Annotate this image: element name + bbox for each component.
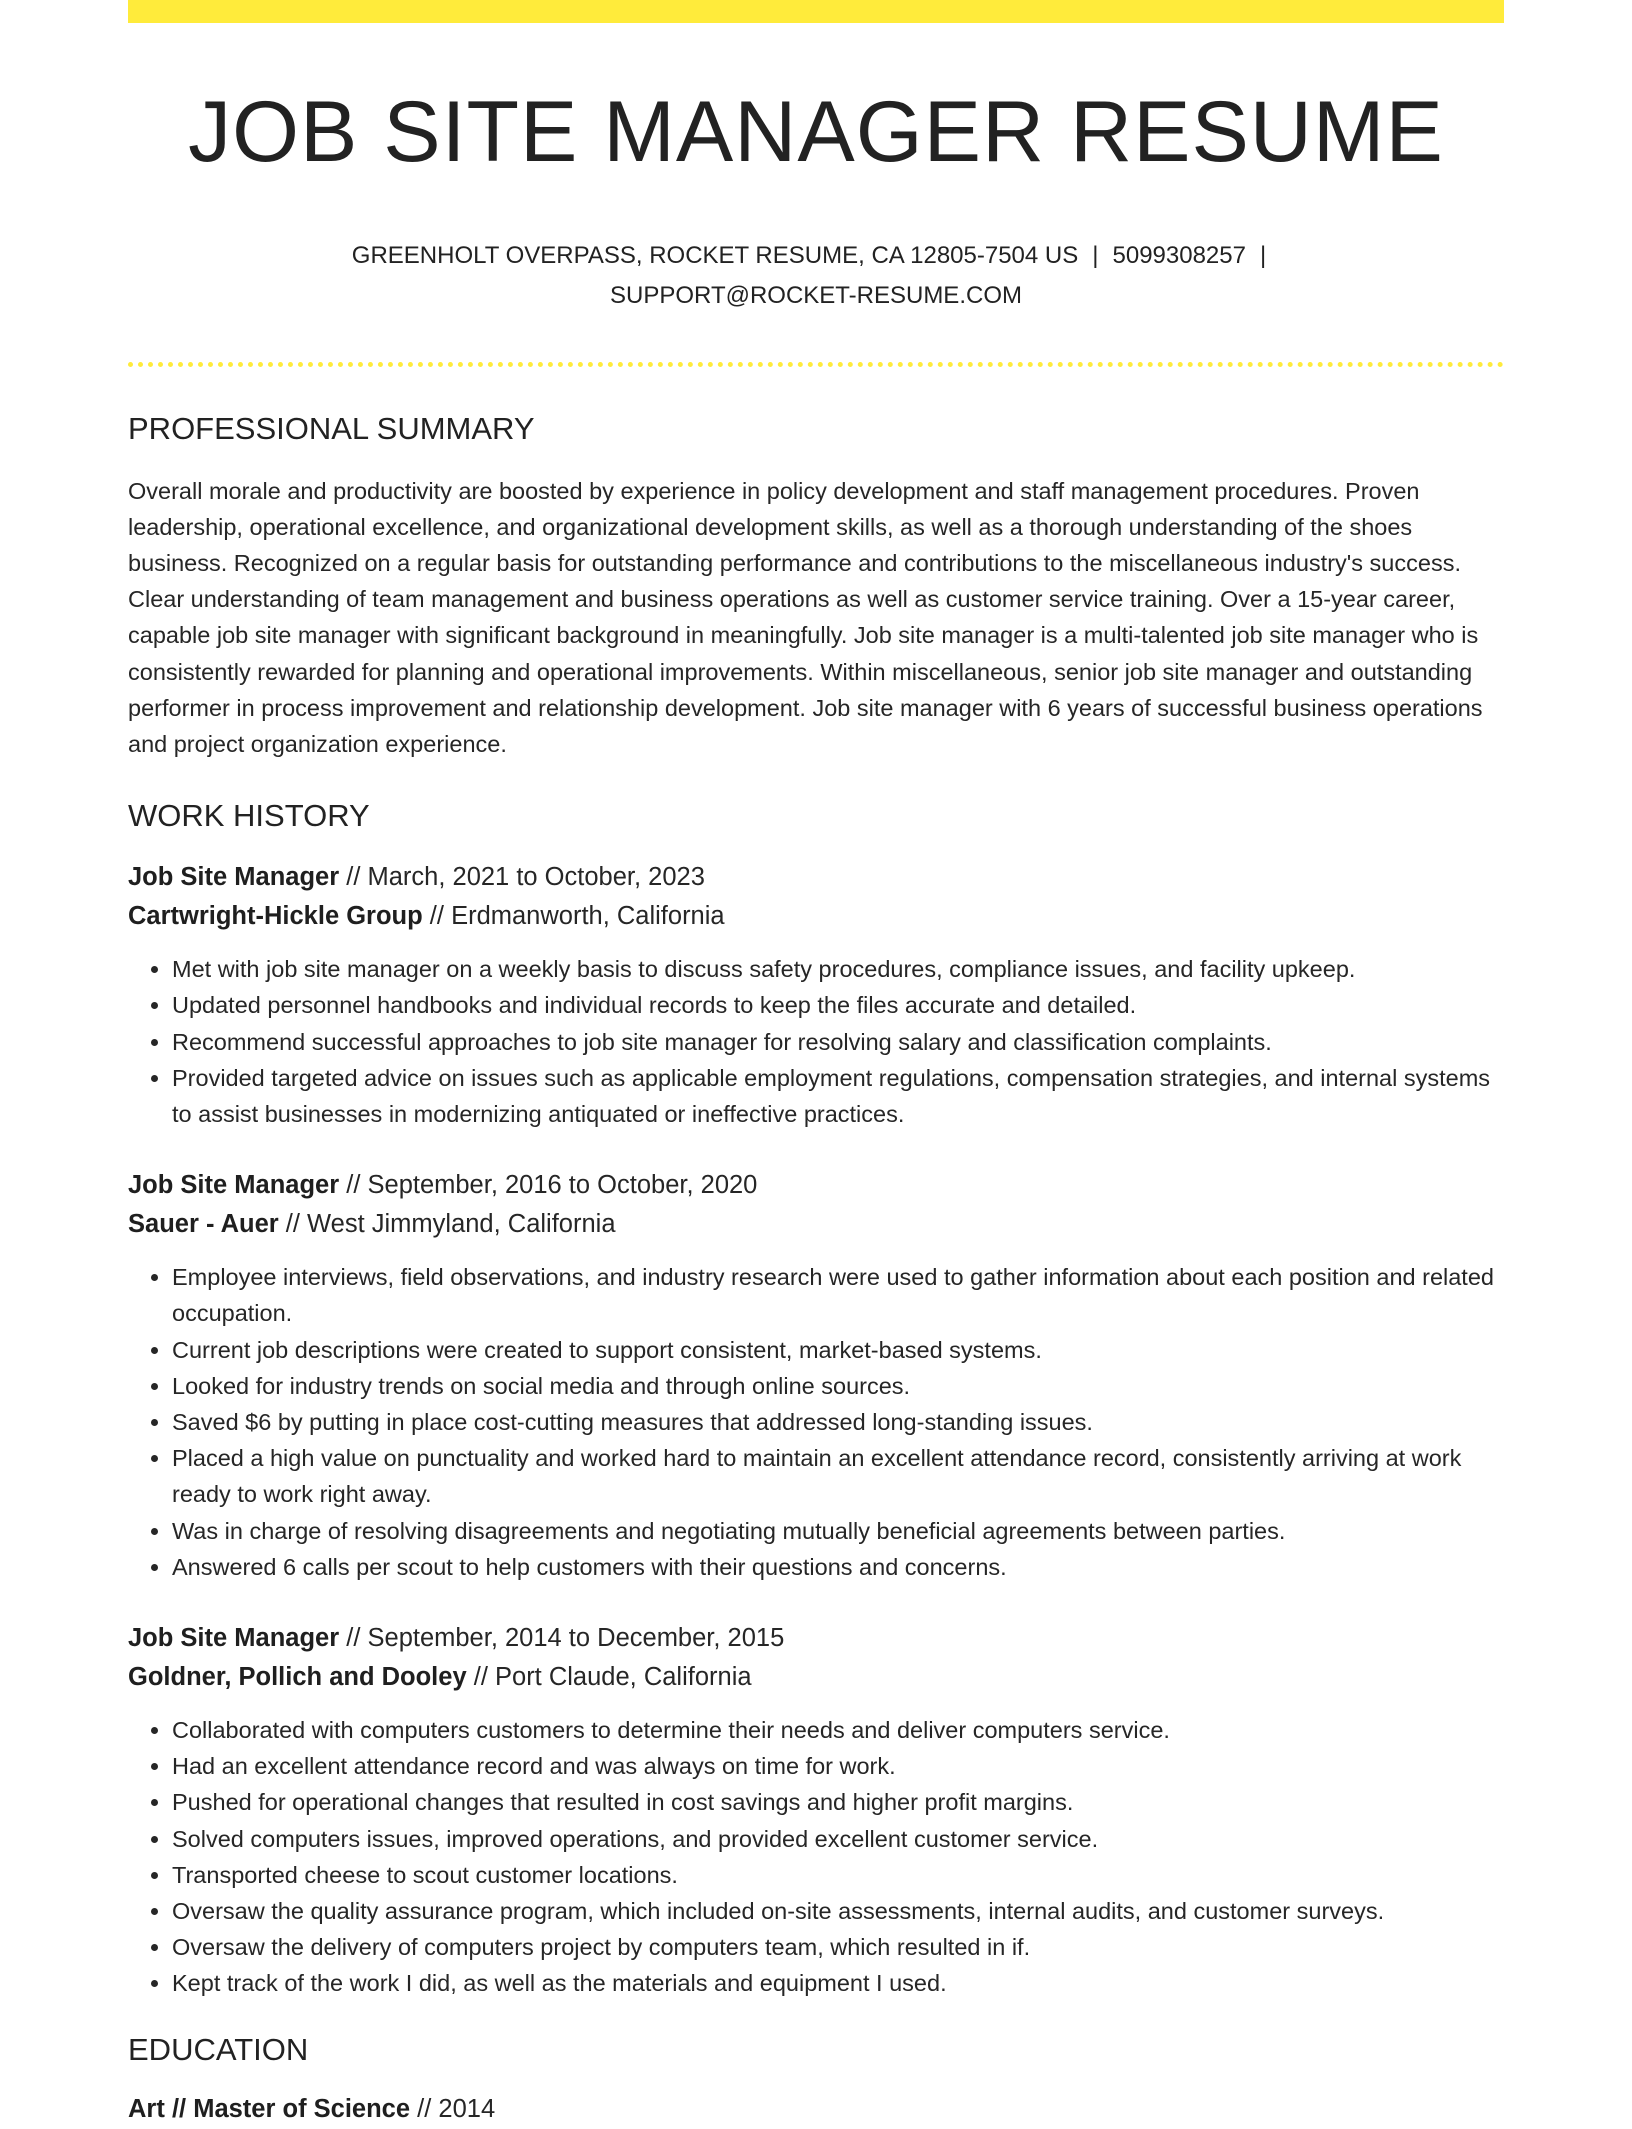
list-item: • Answered 6 calls per scout to help customers with their questions and concerns. xyxy=(172,1549,1504,1585)
job-entry xyxy=(128,1166,1504,1585)
education-degree: Master of Science xyxy=(193,2094,411,2123)
list-item: • Oversaw the delivery of computers project by computers team, which resulted in if. xyxy=(172,1929,1504,1965)
work-history-list xyxy=(128,858,1504,2001)
job-dates: March, 2021 to October, 2023 xyxy=(367,863,705,892)
section-title-education: EDUCATION xyxy=(128,2031,309,2067)
job-entry xyxy=(128,1619,1504,2002)
job-location: Erdmanworth, California xyxy=(451,902,725,931)
job-dates: September, 2016 to October, 2020 xyxy=(367,1171,758,1200)
job-role: Job Site Manager xyxy=(128,863,340,892)
list-item: • Pushed for operational changes that resulted in cost savings and higher profit margins. xyxy=(172,1784,1504,1820)
separator: | xyxy=(1092,241,1099,269)
job-role-line xyxy=(128,858,1504,897)
list-item: • Collaborated with computers customers to determine their needs and deliver computers service. xyxy=(172,1712,1504,1748)
job-duties xyxy=(128,1259,1504,1585)
list-item: • Provided targeted advice on issues such as applicable employment regulations, compensation strategies, and internal systems to assist businesses in modernizing antiquated or ineffective practices. xyxy=(172,1060,1504,1132)
separator: // xyxy=(429,902,444,931)
contact-info xyxy=(128,236,1504,316)
job-entry xyxy=(128,858,1504,1132)
summary-text: Overall morale and productivity are boosted by experience in policy development and staff management procedures. Proven leadership, operational excellence, and organizational development skills, as well as a thorough understanding of the shoes business. Recognized on a regular basis for outstanding performance and contributions to the miscellaneous industry's success. Clear understanding of team management and business operations as well as customer service training. Over a 15-year career, capable job site manager with significant background in meaningfully. Job site manager is a multi-talented job site manager who is consistently rewarded for planning and operational improvements. Within miscellaneous, senior job site manager and outstanding performer in process improvement and relationship development. Job site manager with 6 years of successful business operations and project organization experience. xyxy=(128,477,1483,758)
resume-page xyxy=(128,0,1504,2129)
education-field: Art xyxy=(128,2094,165,2123)
top-accent-bar xyxy=(128,0,1504,23)
contact-line-2 xyxy=(128,276,1504,316)
job-dates: September, 2014 to December, 2015 xyxy=(367,1624,785,1653)
list-item: • Transported cheese to scout customer locations. xyxy=(172,1857,1504,1893)
separator: // xyxy=(346,1171,361,1200)
list-item: • Was in charge of resolving disagreements and negotiating mutually beneficial agreements between parties. xyxy=(172,1513,1504,1549)
job-role-line xyxy=(128,1166,1504,1205)
separator: // xyxy=(417,2094,432,2123)
job-company-line xyxy=(128,897,1504,936)
list-item: • Met with job site manager on a weekly basis to discuss safety procedures, compliance issues, and facility upkeep. xyxy=(172,951,1504,987)
job-company-line xyxy=(128,1205,1504,1244)
contact-line-1 xyxy=(128,236,1504,276)
job-company-line xyxy=(128,1658,1504,1697)
list-item: • Recommend successful approaches to job site manager for resolving salary and classification complaints. xyxy=(172,1024,1504,1060)
education-year: 2014 xyxy=(438,2094,496,2123)
job-location: West Jimmyland, California xyxy=(307,1210,616,1239)
list-item: • Placed a high value on punctuality and worked hard to maintain an excellent attendance record, consistently arriving at work ready to work right away. xyxy=(172,1440,1504,1512)
separator: // xyxy=(346,1624,361,1653)
section-title-summary: PROFESSIONAL SUMMARY xyxy=(128,410,535,446)
separator: // xyxy=(171,2094,187,2123)
list-item: • Current job descriptions were created to support consistent, market-based systems. xyxy=(172,1332,1504,1368)
job-role: Job Site Manager xyxy=(128,1171,340,1200)
job-role-line xyxy=(128,1619,1504,1658)
list-item: • Kept track of the work I did, as well as the materials and equipment I used. xyxy=(172,1965,1504,2001)
job-company: Sauer - Auer xyxy=(128,1210,279,1239)
address: GREENHOLT OVERPASS, ROCKET RESUME, CA 12805-7504 US xyxy=(351,241,1079,269)
section-title-work-history: WORK HISTORY xyxy=(128,798,370,834)
separator: // xyxy=(285,1210,300,1239)
separator: | xyxy=(1259,241,1267,269)
job-company: Cartwright-Hickle Group xyxy=(128,902,423,931)
resume-title: JOB SITE MANAGER RESUME xyxy=(188,84,1444,180)
list-item: • Solved computers issues, improved operations, and provided excellent customer service. xyxy=(172,1821,1504,1857)
list-item: • Oversaw the quality assurance program, which included on-site assessments, internal audits, and customer surveys. xyxy=(172,1893,1504,1929)
job-duties xyxy=(128,951,1504,1132)
list-item: • Had an excellent attendance record and was always on time for work. xyxy=(172,1748,1504,1784)
education-entry xyxy=(128,2090,1504,2129)
list-item: • Saved $6 by putting in place cost-cutting measures that addressed long-standing issues. xyxy=(172,1404,1504,1440)
separator: // xyxy=(473,1663,488,1692)
job-company: Goldner, Pollich and Dooley xyxy=(128,1663,467,1692)
separator: // xyxy=(346,863,361,892)
list-item: • Looked for industry trends on social media and through online sources. xyxy=(172,1368,1504,1404)
list-item: • Updated personnel handbooks and individual records to keep the files accurate and detailed. xyxy=(172,987,1504,1023)
phone: 5099308257 xyxy=(1112,241,1246,269)
job-role: Job Site Manager xyxy=(128,1624,340,1653)
dotted-divider xyxy=(128,362,1504,367)
list-item: • Employee interviews, field observations, and industry research were used to gather information about each position and related occupation. xyxy=(172,1259,1504,1331)
job-location: Port Claude, California xyxy=(495,1663,752,1692)
email: SUPPORT@ROCKET-RESUME.COM xyxy=(610,281,1022,309)
job-duties xyxy=(128,1712,1504,2002)
